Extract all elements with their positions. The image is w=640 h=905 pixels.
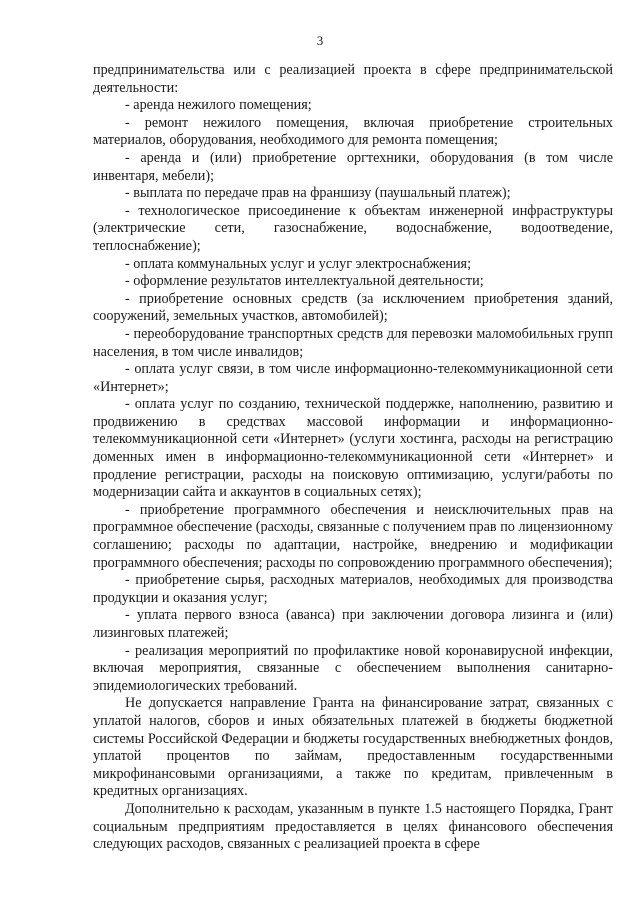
paragraph: - переоборудование транспортных средств для перевозки маломобильных групп населения, в том числе инвалидов; bbox=[93, 325, 613, 360]
paragraph: - приобретение программного обеспечения и неисключительных прав на программное обеспечение (расходы, связанные с получением прав по лицензионному соглашению; расходы по адаптации, настройке, внедрению и модификации программного обеспечения; расходы по сопровождению программного обеспечения); bbox=[93, 501, 613, 571]
paragraph: - выплата по передаче прав на франшизу (паушальный платеж); bbox=[125, 185, 511, 202]
paragraph: - аренда нежилого помещения; bbox=[125, 97, 312, 114]
paragraph: - технологическое присоединение к объектам инженерной инфраструктуры (электрические сети, газоснабжение, водоснабжение, водоотведение, теплоснабжение); bbox=[93, 202, 613, 254]
paragraph: - оформление результатов интеллектуальной деятельности; bbox=[125, 273, 484, 290]
paragraph: - оплата услуг связи, в том числе информационно-телекоммуникационной сети «Интернет»; bbox=[93, 361, 613, 395]
paragraph: - приобретение основных средств (за исключением приобретения зданий, сооружений, земельных участков, автомобилей); bbox=[93, 290, 613, 325]
paragraph: Не допускается направление Гранта на финансирование затрат, связанных с уплатой налогов, сборов и иных обязательных платежей в бюджеты бюджетной системы Российской Федерации и бюджеты государственных внебюджетных фондов, уплатой процентов по займам, предоставленным государственными микрофинансовыми организациями, а также по кредитам, привлеченным в кредитных организациях. bbox=[93, 695, 613, 800]
paragraph: - аренда и (или) приобретение оргтехники, оборудования (в том числе инвентаря, мебели); bbox=[93, 149, 613, 184]
paragraph: - уплата первого взноса (аванса) при заключении договора лизинга и (или) лизинговых платежей; bbox=[93, 607, 613, 641]
paragraph: - реализация мероприятий по профилактике новой коронавирусной инфекции, включая мероприятия, связанные с обеспечением выполнения санитарно-эпидемиологических требований. bbox=[93, 642, 613, 694]
paragraph: - приобретение сырья, расходных материалов, необходимых для производства продукции и оказания услуг; bbox=[93, 572, 613, 606]
paragraph: - оплата коммунальных услуг и услуг электроснабжения; bbox=[125, 255, 472, 272]
paragraph: - ремонт нежилого помещения, включая приобретение строительных материалов, оборудования, необходимого для ремонта помещения; bbox=[93, 114, 613, 149]
page-number: 3 bbox=[316, 33, 324, 48]
paragraph: - оплата услуг по созданию, технической поддержке, наполнению, развитию и продвижению в средствах массовой информации и информационно-телекоммуникационной сети «Интернет» (услуги хостинга, расходы на регистрацию доменных имен в информационно-телекоммуникационной сети «Интернет» и продление регистрации, расходы на поисковую оптимизацию, услуги/работы по модернизации сайта и аккаунтов в социальных сетях); bbox=[93, 396, 613, 501]
paragraph: предпринимательства или с реализацией проекта в сфере предпринимательской деятельности: bbox=[93, 62, 613, 96]
paragraph: Дополнительно к расходам, указанным в пункте 1.5 настоящего Порядка, Грант социальным предприятиям предоставляется в целях финансового обеспечения следующих расходов, связанных с реализацией проекта в сфере bbox=[93, 800, 613, 853]
document-body bbox=[93, 62, 613, 854]
